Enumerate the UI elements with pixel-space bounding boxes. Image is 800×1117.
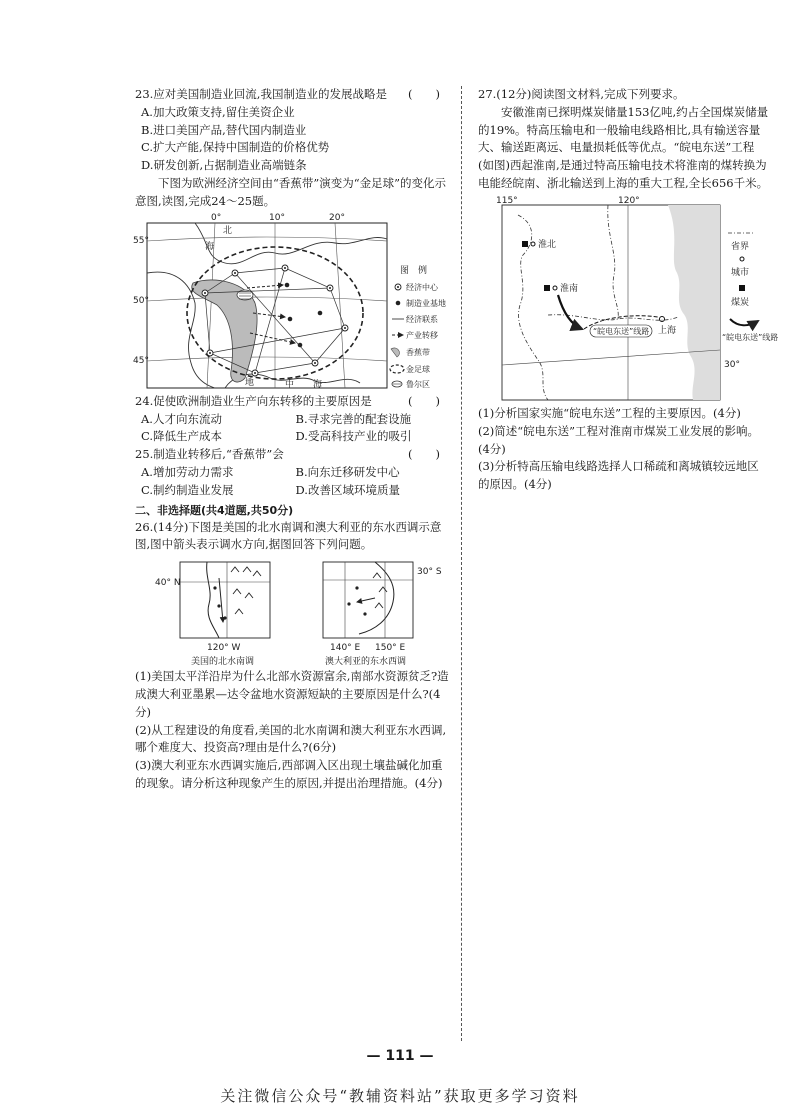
au-lon-label-150: 150° E [375,643,406,654]
q24-option-b: B.寻求完善的配套设施 [295,411,412,426]
question-25 [135,446,450,499]
column-divider [461,86,462,1041]
legend-banana-belt: 香蕉带 [406,347,430,357]
q26-sub-2: (2)从工程建设的角度看,美国的北水南调和澳大利亚东水西调,哪个难度大、投资高?理由是什么?(6分) [135,722,447,755]
q23-paren: ( ) [408,87,440,101]
q27-sub-3: (3)分析特高压输电线路选择人口稀疏和离城镇较远地区的原因。(4分) [478,459,759,492]
legend-title: 图 例 [400,265,428,276]
place-hai: 海 [205,241,215,252]
legend-manufacturing-base: 制造业基地 [406,298,446,308]
q27-sub-1: (1)分析国家实施“皖电东送”工程的主要原因。(4分) [478,405,741,420]
q25-paren: ( ) [408,447,440,462]
q25-stem: 25.制造业转移后,“香蕉带”会 [135,447,284,462]
europe-map-figure [135,213,450,393]
legend-province-boundary: 省界 [731,241,750,252]
q24-option-a: A.人才向东流动 [141,411,222,426]
legend-industry-transfer: 产业转移 [406,330,438,340]
route-label: “皖电东送”线路 [593,326,650,336]
q23-option-b: B.进口美国产品,替代国内制造业 [141,122,307,137]
legend-economic-link: 经济联系 [406,314,438,324]
q23-stem: 23.应对美国制造业回流,我国制造业的发展战略是 [135,87,387,101]
legend-economic-center: 经济中心 [406,282,438,292]
left-column [135,86,450,793]
q23-option-d: D.研发创新,占据制造业高端链条 [141,158,307,173]
lat-label-55: 55° [133,235,149,246]
legend-ruhr: 鲁尔区 [406,379,430,389]
au-lat-label: 30° S [417,567,442,578]
city-huainan: 淮南 [560,283,579,294]
q25-option-b: B.向东迁移研发中心 [295,464,400,479]
legend-coal: 煤炭 [731,297,750,308]
q24-option-c: C.降低生产成本 [141,429,223,444]
water-transfer-svg [135,558,450,668]
lon-label-10: 10° [269,212,285,223]
legend-city: 城市 [731,267,750,278]
question-23 [135,86,450,175]
wan-dian-map-figure [478,195,779,405]
intro-24-25: 下图为欧洲经济空间由“香蕉带”演变为“金足球”的变化示意图,读图,完成24～25题。 [135,176,447,208]
legend-golden-football: 金足球 [406,364,430,374]
lon-label-120: 120° [618,195,640,206]
place-di: 地 [245,377,255,388]
q25-option-d: D.改善区域环境质量 [295,482,400,497]
us-lat-label: 40° N [155,578,181,589]
lat-label-50: 50° [133,295,149,306]
place-zhong: 中 [285,379,295,390]
water-transfer-maps [135,558,450,668]
lon-label-0: 0° [211,212,222,223]
place-bei: 北 [223,225,233,236]
europe-map [135,213,450,393]
q24-stem: 24.促使欧洲制造业生产向东转移的主要原因是 [135,393,372,408]
legend-route: “皖电东送”线路 [722,332,779,342]
q27-stem: 27.(12分)阅读图文材料,完成下列要求。 [478,87,685,101]
us-map-caption: 美国的北水南调 [191,657,255,668]
q23-option-a: A.加大政策支持,留住美资企业 [141,104,295,119]
q24-option-d: D.受高科技产业的吸引 [295,429,412,444]
q26-stem: 26.(14分)下图是美国的北水南调和澳大利亚的东水西调示意图,图中箭头表示调水方向,据图回答下列问题。 [135,519,442,552]
place-hai2: 海 [313,379,323,390]
lon-label-20: 20° [329,212,345,223]
q26-sub-3: (3)澳大利亚东水西调实施后,西部调入区出现土壤盐碱化加重的现象。请分析这种现象产生的原因,并提出治理措施。(4分) [135,758,443,791]
q27-material: 安徽淮南已探明煤炭储量153亿吨,约占全国煤炭储量的19%。特高压输电和一般输电线路相比,具有输送容量大、输送距离远、电量损耗低等优点。“皖电东送”工程(如图)西起淮南,是通过特高压输电技术将淮南的煤转换为电能经皖南、浙北输送到上海的重大工程,全长656千米。 [478,104,769,191]
q25-option-c: C.制约制造业发展 [141,482,234,497]
q27-sub-2: (2)简述“皖电东送”工程对淮南市煤炭工业发展的影响。(4分) [478,423,760,456]
q26-sub-1: (1)美国太平洋沿岸为什么北部水资源富余,南部水资源贫乏?造成澳大利亚墨累—达令盆地水资源短缺的主要原因是什么?(4分) [135,669,449,719]
q25-option-a: A.增加劳动力需求 [141,464,234,479]
right-column [478,86,779,494]
lat-label-45: 45° [133,355,149,366]
q23-option-c: C.扩大产能,保持中国制造的价格优势 [141,140,330,155]
q24-paren: ( ) [408,393,440,408]
au-map-caption: 澳大利亚的东水西调 [325,657,407,668]
lat-label-30: 30° [724,359,740,370]
us-lon-label: 120° W [207,643,241,654]
page-number: — 111 — [366,1048,434,1064]
wan-dian-map [478,195,779,405]
lon-label-115: 115° [496,195,518,206]
city-huaibei: 淮北 [538,239,557,250]
au-lon-label-140: 140° E [330,643,361,654]
footer-note: 关注微信公众号“教辅资料站”获取更多学习资料 [220,1087,580,1105]
question-26 [135,519,450,793]
question-27 [478,86,779,494]
question-24 [135,393,450,446]
city-shanghai: 上海 [658,325,677,336]
section-nonchoice-heading: 二、非选择题(共4道题,共50分) [135,503,294,517]
